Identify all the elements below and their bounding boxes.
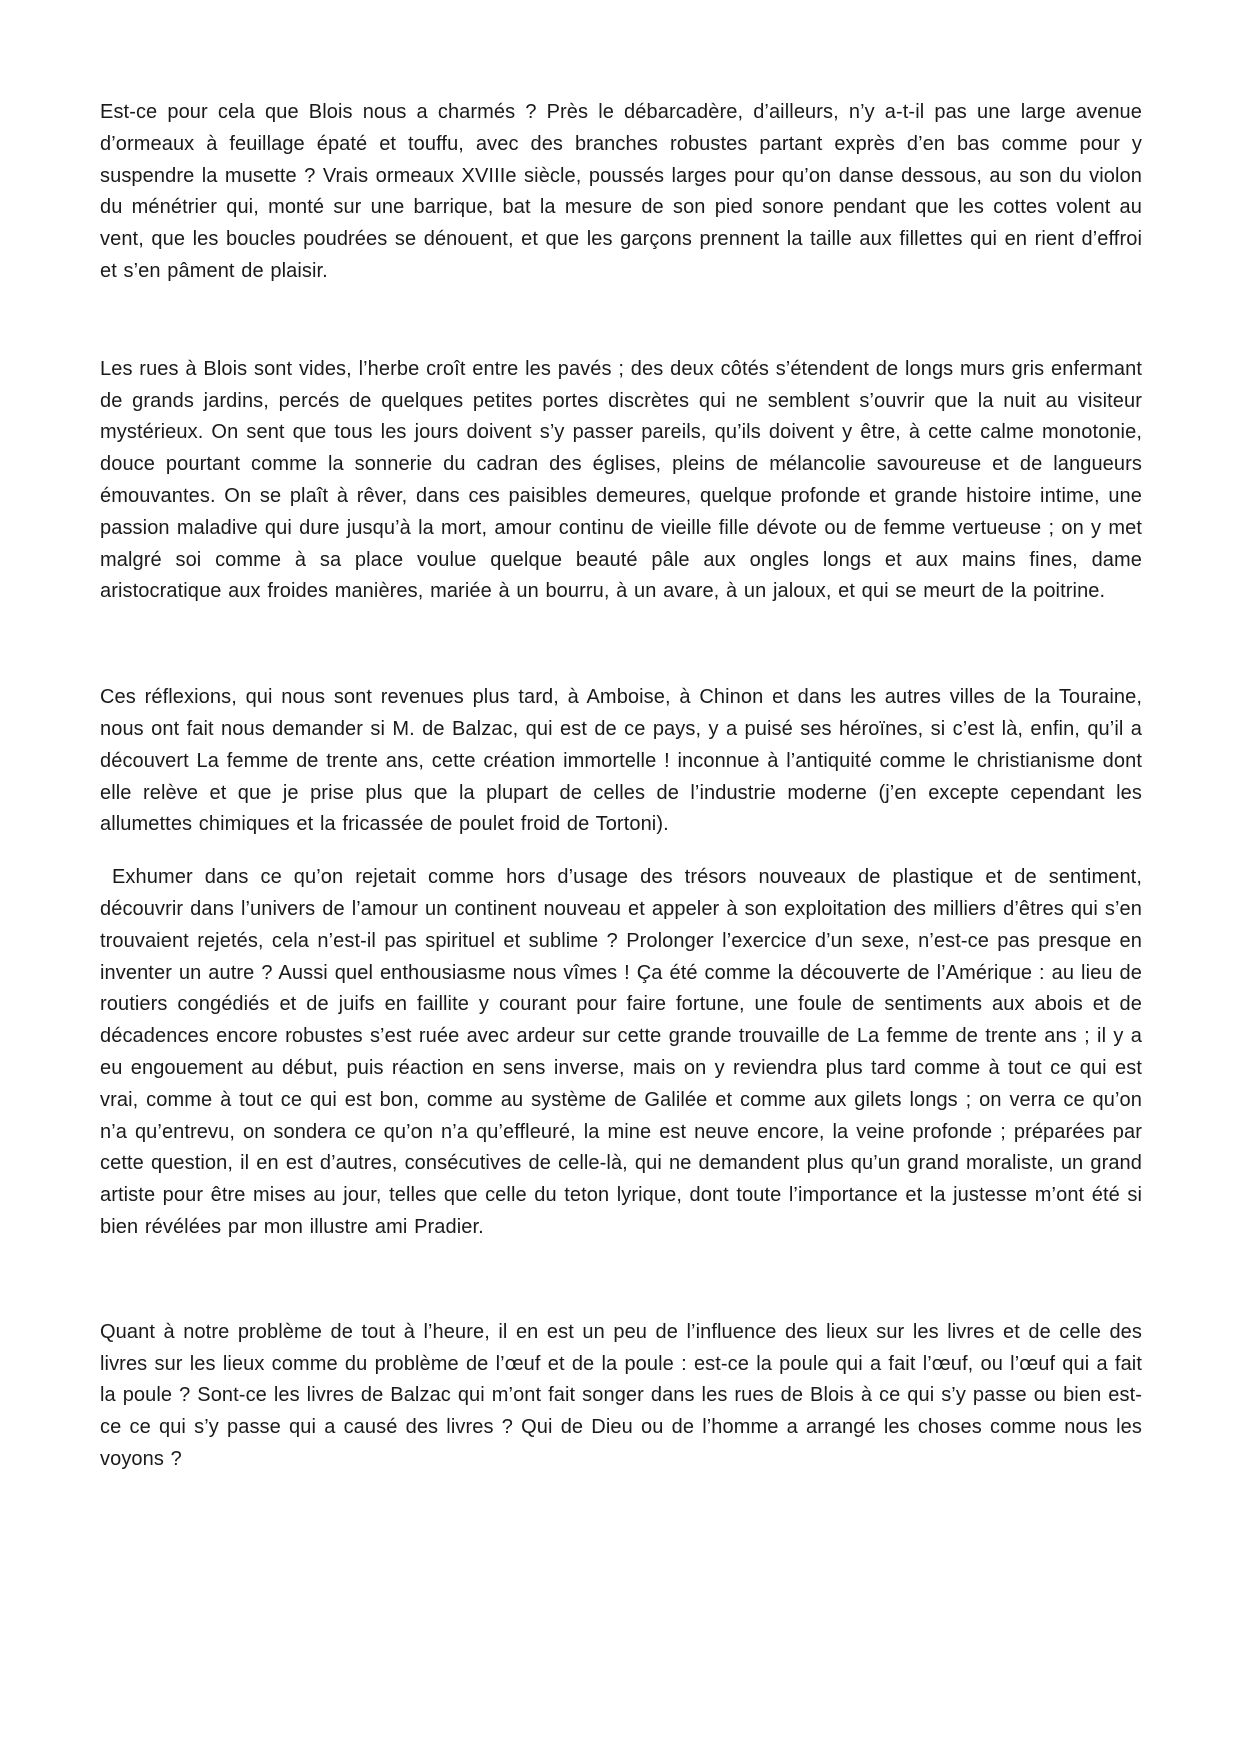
paragraph-reflexions-balzac: Ces réflexions, qui nous sont revenues plus tard, à Amboise, à Chinon et dans les autres villes de la Touraine, nous ont fait nous demander si M. de Balzac, qui est de ce pays, y a puisé ses héroïnes, si c’est là, enfin, qu’il a découvert La femme de trente ans, cette création immortelle ! inconnue à l’antiquité comme le christianisme dont elle relève et que je prise plus que la plupart de celles de l’industrie moderne (j’en excepte cependant les allumettes chimiques et la fricassée de poulet froid de Tortoni). xyxy=(100,686,1142,836)
paragraph-exhumer-tresors: Exhumer dans ce qu’on rejetait comme hors d’usage des trésors nouveaux de plastique et de sentiment, découvrir dans l’univers de l’amour un continent nouveau et appeler à son exploitation des milliers d’êtres qui s’en trouvaient rejetés, cela n’est-il pas spirituel et sublime ? Prolonger l’exercice d’un sexe, n’est-ce pas presque en inventer un autre ? Aussi quel enthousiasme nous vîmes ! Ça été comme la découverte de l’Amérique : au lieu de routiers congédiés et de juifs en faillite y courant pour faire fortune, une foule de sentiments aux abois et de décadences encore robustes s’est ruée avec ardeur sur cette grande trouvaille de La femme de trente ans ; il y a eu engouement au début, puis réaction en sens inverse, mais on y reviendra plus tard comme à tout ce qui est vrai, comme à tout ce qui est bon, comme au système de Galilée et comme aux gilets longs ; on verra ce qu’on n’a qu’entrevu, on sondera ce qu’on n’a qu’effleuré, la mine est neuve encore, la veine profonde ; préparées par cette question, il en est d’autres, consécutives de celle-là, qui ne demandent plus qu’un grand moraliste, un grand artiste pour être mises au jour, telles que celle du teton lyrique, dont toute l’importance et la justesse m’ont été si bien révélées par mon illustre ami Pradier. xyxy=(100,866,1142,1238)
paragraph-probleme-oeuf-poule: Quant à notre problème de tout à l’heure, il en est un peu de l’influence des lieux sur les livres et de celle des livres sur les lieux comme du problème de l’œuf et de la poule : est-ce la poule qui a fait l’œuf, ou l’œuf qui a fait la poule ? Sont-ce les livres de Balzac qui m’ont fait songer dans les rues de Blois à ce qui s’y passe ou bien est-ce ce qui s’y passe qui a causé des livres ? Qui de Dieu ou de l’homme a arrangé les choses comme nous les voyons ? xyxy=(100,1320,1142,1470)
paragraph-blois-charmes: Est-ce pour cela que Blois nous a charmés ? Près le débarcadère, d’ailleurs, n’y a-t-il pas une large avenue d’ormeaux à feuillage épaté et touffu, avec des branches robustes partant exprès d’en bas comme pour y suspendre la musette ? Vrais ormeaux XVIIIe siècle, poussés larges pour qu’on danse dessous, au son du violon du ménétrier qui, monté sur une barrique, bat la mesure de son pied sonore pendant que les cottes volent au vent, que les boucles poudrées se dénouent, et que les garçons prennent la taille aux fillettes qui en rient d’effroi et s’en pâment de plaisir. xyxy=(100,101,1142,282)
paragraph-rues-de-blois: Les rues à Blois sont vides, l’herbe croît entre les pavés ; des deux côtés s’étendent de longs murs gris enfermant de grands jardins, percés de quelques petites portes discrètes qui ne semblent s’ouvrir que la nuit au visiteur mystérieux. On sent que tous les jours doivent s’y passer pareils, qu’ils doivent y être, à cette calme monotonie, douce pourtant comme la sonnerie du cadran des églises, pleins de mélancolie savoureuse et de langueurs émouvantes. On se plaît à rêver, dans ces paisibles demeures, quelque profonde et grande histoire intime, une passion maladive qui dure jusqu’à la mort, amour continu de vieille fille dévote ou de femme vertueuse ; on y met malgré soi comme à sa place voulue quelque beauté pâle aux ongles longs et aux mains fines, dame aristocratique aux froides manières, mariée à un bourru, à un avare, à un jaloux, et qui se meurt de la poitrine. xyxy=(100,357,1142,603)
